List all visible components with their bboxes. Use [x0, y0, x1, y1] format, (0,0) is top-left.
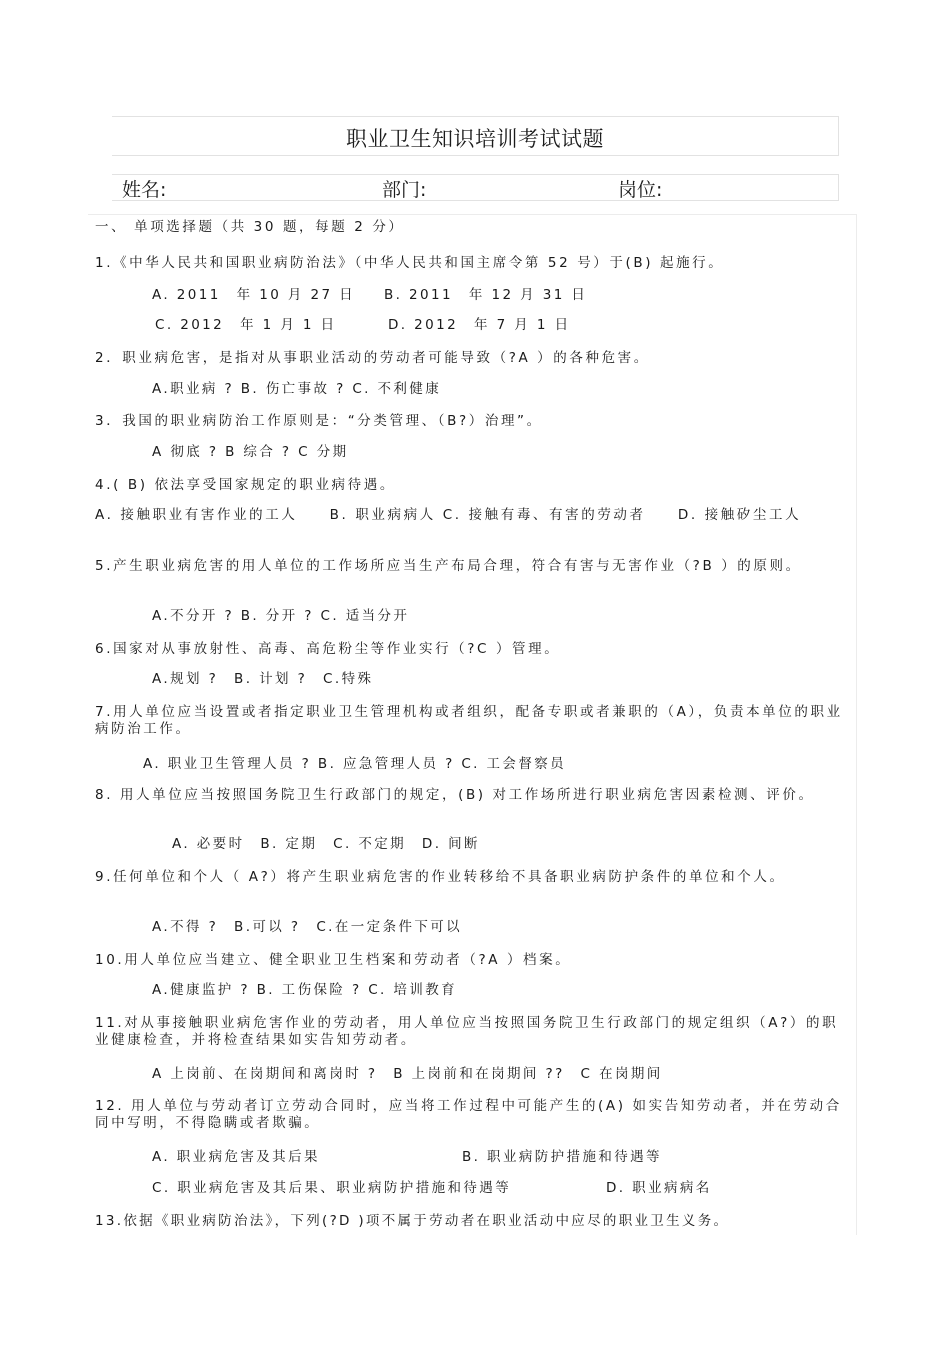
question-9: 9.任何单位和个人（ A?）将产生职业病危害的作业转移给不具备职业病防护条件的单位和个人。 [95, 869, 786, 885]
question-13: 13.依据《职业病防治法》，下列(?D )项不属于劳动者在职业活动中应尽的职业卫生义务。 [95, 1213, 730, 1229]
question-5: 5.产生职业病危害的用人单位的工作场所应当生产布局合理，符合有害与无害作业（?B ）的原则。 [95, 558, 802, 574]
q5-options: A.不分开 ? B. 分开 ? C. 适当分开 [152, 608, 410, 624]
section-heading: 一、 单项选择题（共 30 题，每题 2 分） [95, 219, 405, 235]
q1-option-d: D. 2012 年 7 月 1 日 [388, 317, 571, 333]
q12-option-c: C. 职业病危害及其后果、职业病防护措施和待遇等 [152, 1180, 512, 1196]
q6-options: A.规划 ? B. 计划 ? C.特殊 [152, 671, 374, 687]
question-3: 3．我国的职业病防治工作原则是：“分类管理、（B?）治理”。 [95, 413, 543, 429]
q12-option-d: D. 职业病病名 [606, 1180, 712, 1196]
q1-option-c: C. 2012 年 1 月 1 日 [155, 317, 337, 333]
question-4: 4.( B) 依法享受国家规定的职业病待遇。 [95, 477, 396, 493]
page-title: 职业卫生知识培训考试试题 [346, 127, 604, 151]
post-label: 岗位: [618, 179, 663, 201]
q11-options: A 上岗前、在岗期间和离岗时 ? B 上岗前和在岗期间 ?? C 在岗期间 [152, 1066, 663, 1082]
q12-option-a: A. 职业病危害及其后果 [152, 1149, 320, 1165]
q12-option-b: B. 职业病防护措施和待遇等 [462, 1149, 662, 1165]
q9-options: A.不得 ? B.可以 ? C.在一定条件下可以 [152, 919, 463, 935]
title-box [112, 116, 839, 156]
question-2: 2．职业病危害，是指对从事职业活动的劳动者可能导致（?A ）的各种危害。 [95, 350, 650, 366]
q2-options: A.职业病 ? B. 伤亡事故 ? C. 不利健康 [152, 381, 442, 397]
name-label: 姓名: [122, 179, 167, 201]
q1-option-b: B. 2011 年 12 月 31 日 [384, 287, 588, 303]
question-6: 6.国家对从事放射性、高毒、高危粉尘等作业实行（?C ）管理。 [95, 641, 561, 657]
question-12: 12. 用人单位与劳动者订立劳动合同时，应当将工作过程中可能产生的(A) 如实告知劳动者，并在劳动合同中写明，不得隐瞒或者欺骗。 [95, 1098, 842, 1131]
q7-options: A. 职业卫生管理人员 ? B. 应急管理人员 ? C. 工会督察员 [143, 756, 567, 772]
q10-options: A.健康监护 ? B. 工伤保险 ? C. 培训教育 [152, 982, 458, 998]
question-7: 7.用人单位应当设置或者指定职业卫生管理机构或者组织，配备专职或者兼职的（A），负责本单位的职业病防治工作。 [95, 704, 843, 737]
q1-option-a: A. 2011 年 10 月 27 日 [152, 287, 356, 303]
question-11: 11.对从事接触职业病危害作业的劳动者，用人单位应当按照国务院卫生行政部门的规定组织（A?）的职业健康检查，并将检查结果如实告知劳动者。 [95, 1015, 839, 1048]
question-10: 10.用人单位应当建立、健全职业卫生档案和劳动者（?A ）档案。 [95, 952, 572, 968]
dept-label: 部门: [382, 179, 427, 201]
q3-options: A 彻底 ? B 综合 ? C 分期 [152, 444, 349, 460]
info-row [112, 174, 839, 201]
q4-options: A. 接触职业有害作业的工人 B. 职业病病人 C. 接触有毒、有害的劳动者 D. 接触矽尘工人 [95, 507, 802, 523]
q8-options: A. 必要时 B. 定期 C. 不定期 D. 间断 [172, 836, 480, 852]
question-1: 1.《中华人民共和国职业病防治法》（中华人民共和国主席令第 52 号）于(B) 起施行。 [95, 255, 725, 271]
question-8: 8. 用人单位应当按照国务院卫生行政部门的规定，(B) 对工作场所进行职业病危害因素检测、评价。 [95, 787, 815, 803]
